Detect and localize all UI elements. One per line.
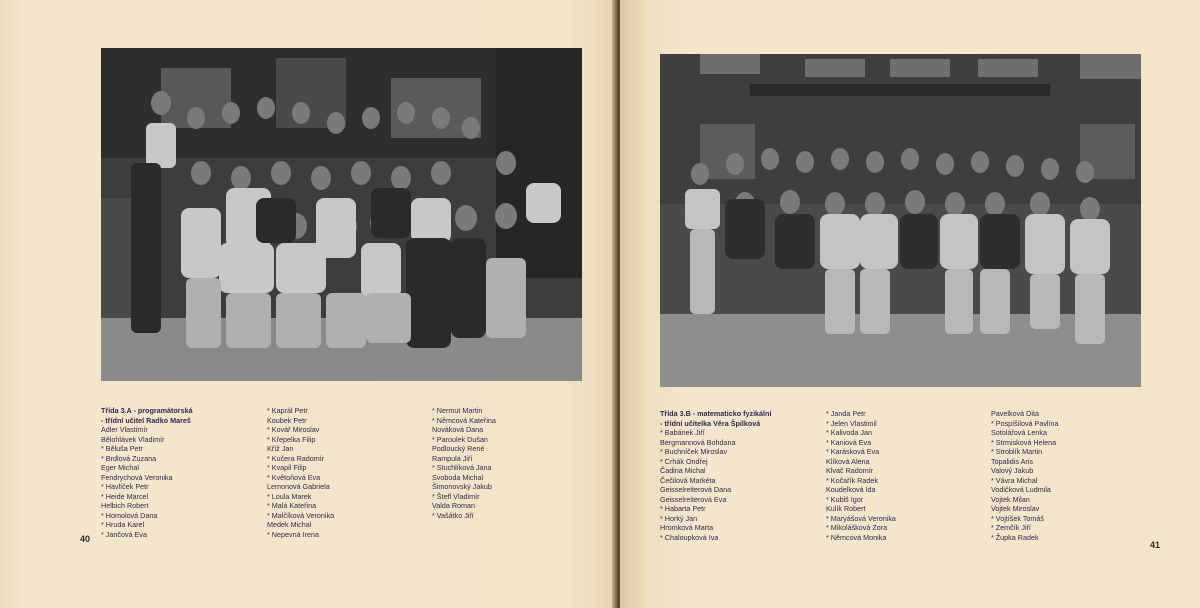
student-name: Vojtek Milan [991,494,1030,504]
caption-3b-col3 [991,409,1059,542]
student-name: Lemonová Gabriela [267,482,330,491]
right-page [620,0,1200,608]
student-name: Kříž Jan [267,444,294,453]
student-name: Čečilová Markéta [660,475,716,485]
student-name: * Maryášová Veronika [826,513,896,523]
student-name: * Kočařík Radek [826,475,878,485]
student-name: * Babánek Jiří [660,428,705,437]
student-name: Geisselreiterová Eva [660,494,727,504]
student-name: * Brdlová Zuzana [101,453,157,463]
student-name: * Nepevná Irena [267,529,319,539]
student-name: * Stuchlíková Jana [432,463,492,472]
student-name: Klíková Alena [826,456,870,466]
student-name: * Nermut Martin [432,406,483,415]
class-teacher: - třídní učitel Radko Mareš [101,415,191,425]
student-name: Geisselreiterová Dana [660,485,732,494]
student-name: * Křepelka Filip [267,434,316,444]
caption-3b-col2 [826,409,896,542]
student-name: * Vávra Michal [991,475,1038,485]
student-name: * Chaloupková Iva [660,532,719,542]
student-name: Medek Michal [267,520,312,529]
student-name: * Kalivoda Jan [826,428,872,437]
student-name: Podloucký René [432,444,485,453]
caption-3a-col2 [267,406,334,539]
student-name: * Paroulek Dušan [432,434,488,444]
student-name: Pavelková Dita [991,409,1039,418]
student-name: * Vojtíšek Tomáš [991,513,1044,523]
student-name: Nováková Dana [432,425,484,434]
student-name: * Němcová Kateřina [432,415,496,425]
student-name: * Kvapil Filip [267,463,307,472]
student-name: Čadina Michal [660,466,706,475]
student-name: * Župka Radek [991,532,1039,542]
student-name: * Hruda Karel [101,520,145,529]
student-name: Valda Roman [432,501,476,510]
student-name: Valový Jakub [991,466,1034,475]
student-name: Adler Vlastimír [101,425,148,434]
student-name: * Heide Marcel [101,491,149,501]
student-name: * Jančová Eva [101,529,147,539]
student-name: * Zemčík Jiří [991,523,1031,532]
student-name: * Horký Jan [660,513,698,523]
student-name: * Štefl Vladimír [432,491,480,501]
page-number: 41 [1150,540,1161,550]
student-name: * Crhák Ondřej [660,456,708,466]
student-name: * Homolová Dana [101,510,158,520]
student-name: * Kučera Radomír [267,453,325,463]
class-title: Třída 3.A - programátorská [101,406,193,415]
student-name: * Kaprál Petr [267,406,308,415]
student-name: Vojtek Miroslav [991,504,1040,513]
class-teacher: - třídní učitelka Věra Špilková [660,418,761,428]
student-name: Šimonovský Jakub [432,482,492,491]
class-title: Třída 3.B - matematicko fyzikální [660,409,772,418]
student-name: Fendrychová Veronika [101,472,173,482]
caption-3b-col1 [660,409,771,542]
student-name: * Kovář Miroslav [267,425,320,434]
student-name: * Havlíček Petr [101,482,149,491]
student-name: Bergmannová Bohdana [660,437,736,447]
student-name: Sotolářová Lenka [991,428,1047,437]
class-photo-3a [101,48,582,381]
student-name: * Kubiš Igor [826,494,864,504]
student-name: * Karásková Eva [826,447,880,456]
student-name: * Jelen Vlastimil [826,418,877,428]
student-name: * Loula Marek [267,491,312,501]
class-photo-3b [660,54,1141,387]
student-name: * Němcová Monika [826,532,887,542]
student-name: Topalidis Aris [991,456,1033,466]
page-number: 40 [80,534,91,544]
student-name: * Mikolášková Zora [826,523,888,532]
student-name: Kulík Robert [826,504,866,513]
student-name: * Malá Kateřina [267,501,317,510]
caption-3a-col3 [432,406,496,520]
student-name: * Habarta Petr [660,504,706,513]
caption-3a-col1 [101,406,193,539]
student-name: * Běluša Petr [101,444,143,453]
student-name: Koudelková Ida [826,485,876,494]
student-name: * Strmisková Helena [991,437,1057,447]
student-name: Klvač Radomír [826,466,874,475]
student-name: Hromková Marta [660,523,714,532]
student-name: Koubek Petr [267,415,307,425]
student-name: * Stroblík Martin [991,447,1043,456]
student-name: * Malčíková Veronika [267,510,335,520]
student-name: Bělohlávek Vladimír [101,434,165,444]
student-name: Eger Michal [101,463,139,472]
student-name: * Kaniová Eva [826,437,872,447]
student-name: * Vašátko Jiří [432,510,474,520]
student-name: * Janda Petr [826,409,866,418]
student-name: Vodičková Ludmila [991,485,1051,494]
student-name: * Buchníček Miroslav [660,447,728,456]
student-name: * Květoňová Eva [267,472,321,482]
student-name: Svoboda Michal [432,472,484,482]
student-name: * Pospíšilová Pavlína [991,418,1059,428]
student-name: Helbich Robert [101,501,149,510]
student-name: Rampula Jiří [432,453,473,463]
